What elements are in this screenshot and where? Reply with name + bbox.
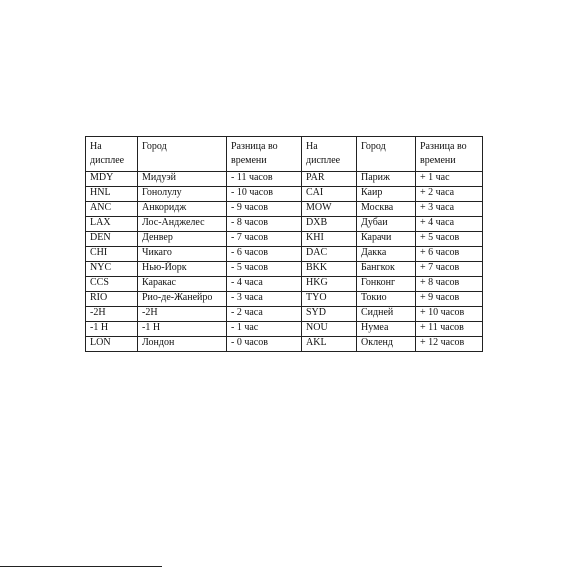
time-difference-cell: - 2 часа xyxy=(227,307,302,322)
city-cell: Лос-Анджелес xyxy=(138,217,227,232)
city-cell: Гонолулу xyxy=(138,187,227,202)
display-code-cell: MOW xyxy=(302,202,357,217)
time-difference-cell: - 4 часа xyxy=(227,277,302,292)
display-code-cell: DAC xyxy=(302,247,357,262)
time-difference-cell: - 9 часов xyxy=(227,202,302,217)
display-code-cell: HKG xyxy=(302,277,357,292)
time-difference-cell: - 10 часов xyxy=(227,187,302,202)
city-cell: Дубаи xyxy=(357,217,416,232)
time-difference-cell: + 7 часов xyxy=(416,262,483,277)
display-code-cell: HNL xyxy=(86,187,138,202)
city-cell: Нью-Йорк xyxy=(138,262,227,277)
city-cell: Каракас xyxy=(138,277,227,292)
display-code-cell: DEN xyxy=(86,232,138,247)
city-cell: Чикаго xyxy=(138,247,227,262)
city-cell: Денвер xyxy=(138,232,227,247)
time-difference-cell: - 11 часов xyxy=(227,172,302,187)
display-code-cell: BKK xyxy=(302,262,357,277)
time-difference-cell: - 8 часов xyxy=(227,217,302,232)
time-difference-cell: - 3 часа xyxy=(227,292,302,307)
table-row xyxy=(86,307,483,322)
table-row xyxy=(86,232,483,247)
display-code-cell: -1 H xyxy=(86,322,138,337)
display-code-cell: PAR xyxy=(302,172,357,187)
header-city: Город xyxy=(138,137,227,172)
time-difference-cell: + 1 час xyxy=(416,172,483,187)
display-code-cell: CHI xyxy=(86,247,138,262)
header-display-code: На дисплее xyxy=(302,137,357,172)
table-header-row xyxy=(86,137,483,172)
city-cell: Мидуэй xyxy=(138,172,227,187)
time-difference-cell: + 10 часов xyxy=(416,307,483,322)
time-difference-cell: - 0 часов xyxy=(227,337,302,352)
header-display-code: На дисплее xyxy=(86,137,138,172)
header-city: Город xyxy=(357,137,416,172)
city-cell: Париж xyxy=(357,172,416,187)
city-cell: -2H xyxy=(138,307,227,322)
time-difference-cell: - 6 часов xyxy=(227,247,302,262)
display-code-cell: ANC xyxy=(86,202,138,217)
city-cell: Дакка xyxy=(357,247,416,262)
time-difference-cell: + 5 часов xyxy=(416,232,483,247)
time-difference-cell: + 11 часов xyxy=(416,322,483,337)
display-code-cell: KHI xyxy=(302,232,357,247)
table-row xyxy=(86,337,483,352)
display-code-cell: LAX xyxy=(86,217,138,232)
table-row xyxy=(86,187,483,202)
city-cell: -1 H xyxy=(138,322,227,337)
city-cell: Москва xyxy=(357,202,416,217)
time-difference-cell: + 2 часа xyxy=(416,187,483,202)
city-cell: Рио-де-Жанейро xyxy=(138,292,227,307)
display-code-cell: NYC xyxy=(86,262,138,277)
time-difference-cell: - 7 часов xyxy=(227,232,302,247)
table-row xyxy=(86,277,483,292)
time-difference-cell: - 5 часов xyxy=(227,262,302,277)
time-difference-cell: + 8 часов xyxy=(416,277,483,292)
table-row xyxy=(86,217,483,232)
table-row xyxy=(86,202,483,217)
time-difference-cell: + 3 часа xyxy=(416,202,483,217)
time-zone-table xyxy=(85,136,483,352)
time-difference-cell: + 9 часов xyxy=(416,292,483,307)
city-cell: Каир xyxy=(357,187,416,202)
city-cell: Лондон xyxy=(138,337,227,352)
display-code-cell: LON xyxy=(86,337,138,352)
time-difference-cell: - 1 час xyxy=(227,322,302,337)
time-difference-cell: + 6 часов xyxy=(416,247,483,262)
table-row xyxy=(86,262,483,277)
time-difference-cell: + 4 часа xyxy=(416,217,483,232)
display-code-cell: DXB xyxy=(302,217,357,232)
city-cell: Гонконг xyxy=(357,277,416,292)
table-row xyxy=(86,247,483,262)
header-time-difference: Разница во времени xyxy=(227,137,302,172)
display-code-cell: RIO xyxy=(86,292,138,307)
table-row xyxy=(86,292,483,307)
display-code-cell: SYD xyxy=(302,307,357,322)
display-code-cell: TYO xyxy=(302,292,357,307)
city-cell: Карачи xyxy=(357,232,416,247)
table-body xyxy=(86,172,483,352)
display-code-cell: MDY xyxy=(86,172,138,187)
city-cell: Бангкок xyxy=(357,262,416,277)
city-cell: Токио xyxy=(357,292,416,307)
display-code-cell: AKL xyxy=(302,337,357,352)
table-row xyxy=(86,172,483,187)
city-cell: Анкоридж xyxy=(138,202,227,217)
table-row xyxy=(86,322,483,337)
display-code-cell: NOU xyxy=(302,322,357,337)
footnote-divider xyxy=(0,566,162,567)
header-time-difference: Разница во времени xyxy=(416,137,483,172)
time-difference-cell: + 12 часов xyxy=(416,337,483,352)
display-code-cell: CCS xyxy=(86,277,138,292)
city-cell: Нумеа xyxy=(357,322,416,337)
display-code-cell: CAI xyxy=(302,187,357,202)
city-cell: Окленд xyxy=(357,337,416,352)
city-cell: Сидней xyxy=(357,307,416,322)
display-code-cell: -2H xyxy=(86,307,138,322)
